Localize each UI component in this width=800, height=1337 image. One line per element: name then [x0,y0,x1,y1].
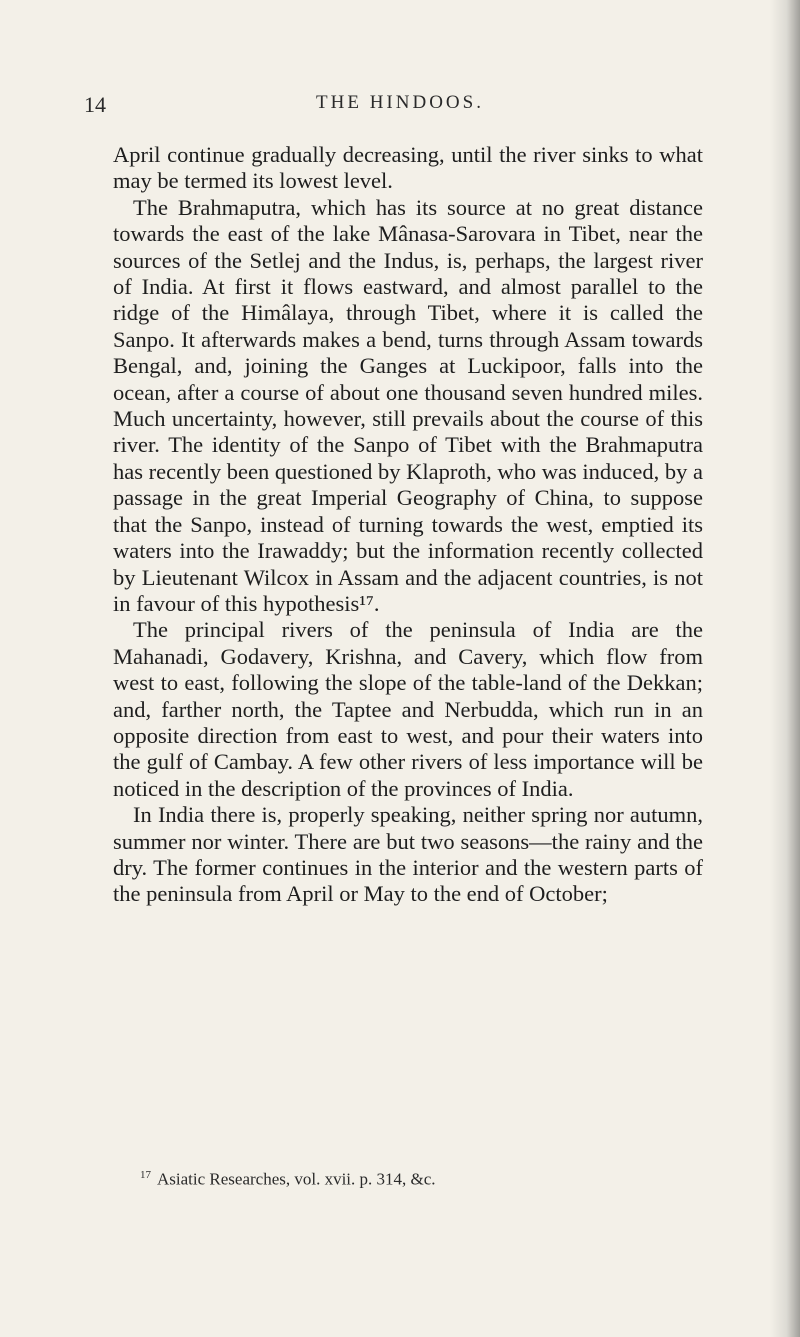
page-header [0,92,800,122]
paragraph: The Brahmaputra, which has its source at no great distance towards the east of the lake Mânasa-Sarovara in Tibet, near the sources of the Setlej and the Indus, is, perhaps, the largest river of India. At first it flows eastward, and almost parallel to the ridge of the Himâlaya, through Tibet, where it is called the Sanpo. It afterwards makes a bend, turns through Assam towards Bengal, and, joining the Ganges at Luckipoor, falls into the ocean, after a course of about one thousand seven hundred miles. Much uncertainty, however, still prevails about the course of this river. The identity of the Sanpo of Tibet with the Brahmaputra has recently been questioned by Klaproth, who was induced, by a passage in the great Imperial Geography of China, to suppose that the Sanpo, instead of turning towards the west, emptied its waters into the Irawaddy; but the information recently collected by Lieutenant Wilcox in Assam and the adjacent countries, is not in favour of this hypothesis¹⁷. [113,194,703,616]
body-text [113,142,703,908]
paragraph: The principal rivers of the peninsula of India are the Mahanadi, Godavery, Krishna, and Cavery, which flow from west to east, following the slope of the table-land of the Dekkan; and, farther north, the Taptee and Nerbudda, which run in an opposite direction from east to west, and pour their waters into the gulf of Cambay. A few other rivers of less importance will be noticed in the description of the provinces of India. [113,617,703,801]
paragraph: In India there is, properly speaking, neither spring nor autumn, summer nor winter. There are but two seasons—the rainy and the dry. The former continues in the interior and the western parts of the peninsula from April or May to the end of October; [113,802,703,907]
footnote-mark: 17 [140,1169,151,1181]
footnote [140,1169,700,1190]
page-edge-shadow [770,0,800,1337]
page-number: 14 [84,92,106,117]
footnote-text: Asiatic Researches, vol. xvii. p. 314, &c. [157,1169,436,1189]
paragraph: April continue gradually decreasing, until the river sinks to what may be termed its lowest level. [113,142,703,194]
running-head: THE HINDOOS. [316,92,484,113]
